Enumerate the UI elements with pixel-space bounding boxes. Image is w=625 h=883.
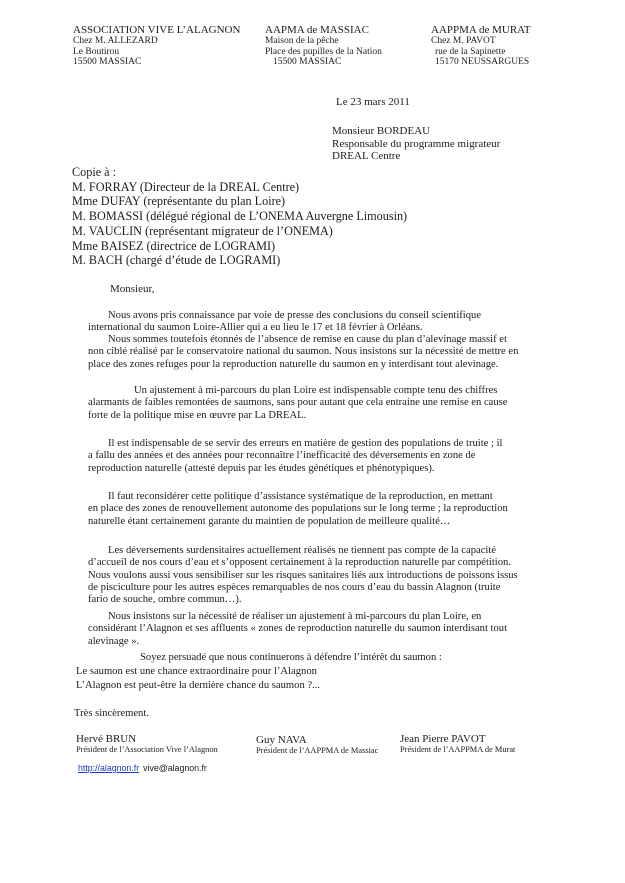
paragraph-6 [88,545,558,606]
signature-name: Guy NAVA [256,734,307,746]
recipient-block [332,125,500,163]
signature-name: Hervé BRUN [76,733,137,745]
closing-sincerely: Très sincèrement. [74,708,149,719]
paragraph-line: Nous sommes toutefois étonnés de l’absence de remise en cause du plan d’alevinage massif et [108,334,507,345]
copy-list [72,165,407,268]
paragraph-line: fario de souche, ombre commun…). [88,594,242,606]
paragraph-line: Nous voulons aussi vous sensibiliser sur les risques sanitaires liés aux introductions de poissons issus [88,569,518,581]
header-left-name: ASSOCIATION VIVE L’ALAGNON [73,24,241,36]
email-address[interactable]: vive@alagnon.fr [143,763,207,773]
paragraph-line: alevinage ». [88,635,140,647]
copy-item: M. BACH (chargé d’étude de LOGRAMI) [72,253,281,268]
copy-label: Copie à : [72,165,117,179]
paragraph-line: d’accueil de nos cours d’eau et s’opposent certainement à la reproduction naturelle par compétition. [88,557,511,569]
copy-item: M. FORRAY (Directeur de la DREAL Centre) [72,179,300,194]
paragraph-line: a fallu des années et des années pour reconnaître l’inefficacité des déversements en zone de [88,450,476,462]
closing-line-1: Le saumon est une chance extraordinaire pour l’Alagnon [76,666,317,677]
paragraph-line: Nous avons pris connaissance par voie de presse des conclusions du conseil scientifique [108,310,482,321]
paragraph-line: de pisciculture pour les autres espèces remarquables de nos cours d’eau du bassin Alagnon (truite [88,581,501,593]
header-right-line: Chez M. PAVOT [431,36,496,46]
header-middle-line: Place des pupilles de la Nation [265,46,382,57]
recipient-org: DREAL Centre [332,150,401,162]
signature-role: Président de l’AAPPMA de Massiac [256,746,379,755]
closing-line-2: L’Alagnon est peut-être la dernière chance du saumon ?... [76,680,321,691]
salutation: Monsieur, [110,283,155,295]
header-middle-name: AAPMA de MASSIAC [265,24,369,36]
paragraph-line: Il faut reconsidérer cette politique d’assistance systématique de la reproduction, en mettant [108,491,493,502]
header-middle-line: 15500 MASSIAC [273,57,342,67]
signature-role: Président de l’AAPPMA de Murat [400,745,516,754]
header-right-name: AAPPMA de MURAT [431,24,531,36]
recipient-name: Monsieur BORDEAU [332,125,431,137]
paragraph-line: alarmants de faibles remontées de saumons, sans pour autant que cela entraine une remise en cause [88,397,508,409]
paragraph-line: considérant l’Alagnon et ses affluents « zones de reproduction naturelle du saumon interdisant tout [88,623,508,635]
website-link[interactable]: http://alagnon.fr [78,763,140,773]
signature-1 [76,733,218,754]
paragraph-7 [88,611,558,648]
paragraph-2 [88,334,558,371]
copy-item: Mme DUFAY (représentante du plan Loire) [72,194,286,209]
copy-item: M. VAUCLIN (représentant migrateur de l’ONEMA) [72,223,333,238]
closing-persuade: Soyez persuadé que nous continuerons à défendre l’intérêt du saumon : [140,652,442,663]
header-left-line: 15500 MASSIAC [73,57,142,67]
header-right-line: rue de la Sapinette [435,46,506,57]
signature-3 [400,733,515,754]
header-middle [265,24,382,68]
signature-role: Président de l’Association Vive l’Alagnon [76,745,218,754]
paragraph-line: Les déversements surdensitaires actuellement réalisés ne tiennent pas compte de la capacité [108,545,496,556]
paragraph-line: en place des zones de renouvellement autonome des populations sur le long terme ; la reproduction [88,503,508,515]
paragraph-4 [88,438,558,475]
paragraph-5 [88,491,558,528]
signature-name: Jean Pierre PAVOT [400,733,486,745]
paragraph-line: non ciblé réalisé par le conservatoire national du saumon. Nous insistons sur la nécessité de mettre en [88,346,519,358]
header-right-line: 15170 NEUSSARGUES [435,57,530,67]
recipient-role: Responsable du programme migrateur [332,137,501,150]
paragraph-line: Nous insistons sur la nécessité de réaliser un ajustement à mi-parcours du plan Loire, en [108,611,482,622]
paragraph-line: forte de la politique mise en œuvre par La DREAL. [88,409,307,421]
header-left-line: Chez M. ALLEZARD [73,36,158,46]
copy-item: Mme BAISEZ (directrice de LOGRAMI) [72,238,276,253]
header-left [73,24,240,68]
contact-line [78,758,207,776]
header-left-line: Le Boutirou [73,46,120,57]
paragraph-line: naturelle étant certainement garante du maintien de population de meilleure qualité… [88,515,451,527]
paragraph-line: Un ajustement à mi-parcours du plan Loire est indispensable compte tenu des chiffres [134,385,498,396]
paragraph-line: international du saumon Loire-Allier qui a eu lieu le 17 et 18 février à Orléans. [88,322,423,334]
paragraph-line: place des zones refuges pour la reproduction naturelle du saumon en y interdisant tout alevinage. [88,358,499,370]
signature-2 [256,734,378,755]
paragraph-line: Il est indispensable de se servir des erreurs en matière de gestion des populations de truite ; il [108,438,503,449]
paragraph-3 [88,385,558,422]
letter-date: Le 23 mars 2011 [336,96,410,108]
copy-item: M. BOMASSI (délégué régional de L’ONEMA Auvergne Limousin) [72,209,408,224]
header-middle-line: Maison de la pêche [265,36,339,46]
paragraph-1 [88,310,558,335]
paragraph-line: reproduction naturelle (attesté depuis par les études génétiques et phénotypiques). [88,462,435,474]
header-right [431,24,531,68]
